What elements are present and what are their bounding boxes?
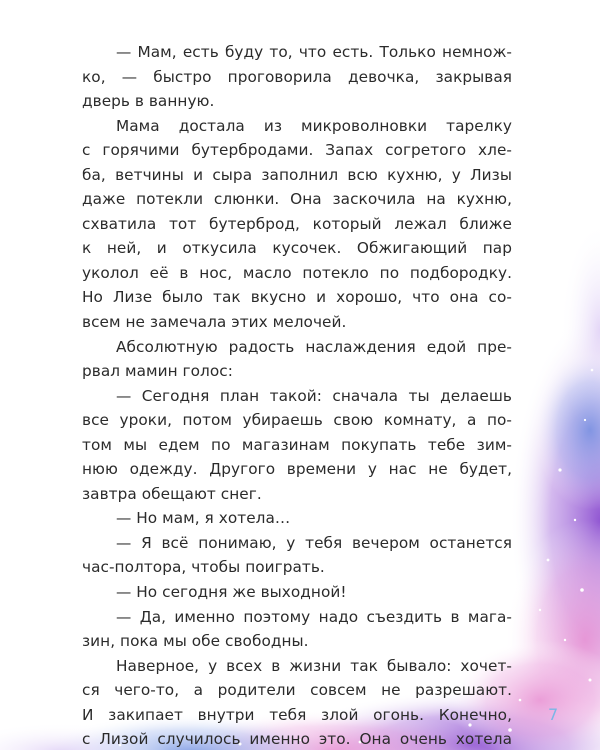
text-line: И закипает внутри тебя злой огонь. Конечно, [82, 705, 512, 724]
text-line: — Но сегодня же выходной! [116, 583, 347, 602]
text-line: рвал мамин голос: [82, 362, 233, 381]
text-line: схватила тот бутерброд, который лежал ближе [82, 214, 512, 233]
page-number: 7 [548, 705, 559, 724]
text-line: — Сегодня план такой: сначала ты делаешь [116, 386, 512, 405]
text-line: ба, ветчины и сыра заполнил всю кухню, у Лизы [82, 165, 512, 184]
text-line: нюю одежду. Другого времени у нас не будет, [82, 460, 512, 479]
story-text [82, 40, 512, 750]
text-line: с горячими бутербродами. Запах согретого хле- [82, 141, 512, 160]
text-line: завтра обещают снег. [82, 484, 262, 503]
text-line: — Да, именно поэтому надо съездить в мага- [116, 607, 512, 626]
text-line: с Лизой случилось именно это. Она очень хотела [82, 730, 512, 749]
text-line: даже потекли слюнки. Она заскочила на кухню, [82, 190, 512, 209]
text-line: — Мам, есть буду то, что есть. Только немнож- [116, 43, 512, 61]
text-line: Абсолютную радость наслаждения едой пре- [116, 337, 512, 356]
text-line: Наверное, у всех в жизни так бывало: хочет- [116, 656, 512, 675]
text-line: зин, пока мы обе свободны. [82, 632, 309, 651]
text-line: все уроки, потом убираешь свою комнату, а по- [82, 411, 512, 430]
text-line: дверь в ванную. [82, 92, 215, 111]
text-line: ся чего-то, а родители совсем не разрешают. [82, 681, 512, 700]
text-line: час-полтора, чтобы поиграть. [82, 558, 325, 577]
text-line: к ней, и откусила кусочек. Обжигающий пар [82, 239, 512, 258]
text-line: том мы едем по магазинам покупать тебе зим- [82, 435, 512, 454]
text-line: всем не замечала этих мелочей. [82, 313, 347, 332]
text-line: уколол её в нос, масло потекло по подбородку. [82, 263, 512, 282]
text-line: — Но мам, я хотела… [116, 509, 291, 528]
text-line: ко, — быстро проговорила девочка, закрывая [82, 67, 512, 86]
text-line: — Я всё понимаю, у тебя вечером останется [116, 533, 512, 552]
text-line: Но Лизе было так вкусно и хорошо, что она со- [82, 288, 512, 307]
text-line: Мама достала из микроволновки тарелку [116, 116, 512, 135]
